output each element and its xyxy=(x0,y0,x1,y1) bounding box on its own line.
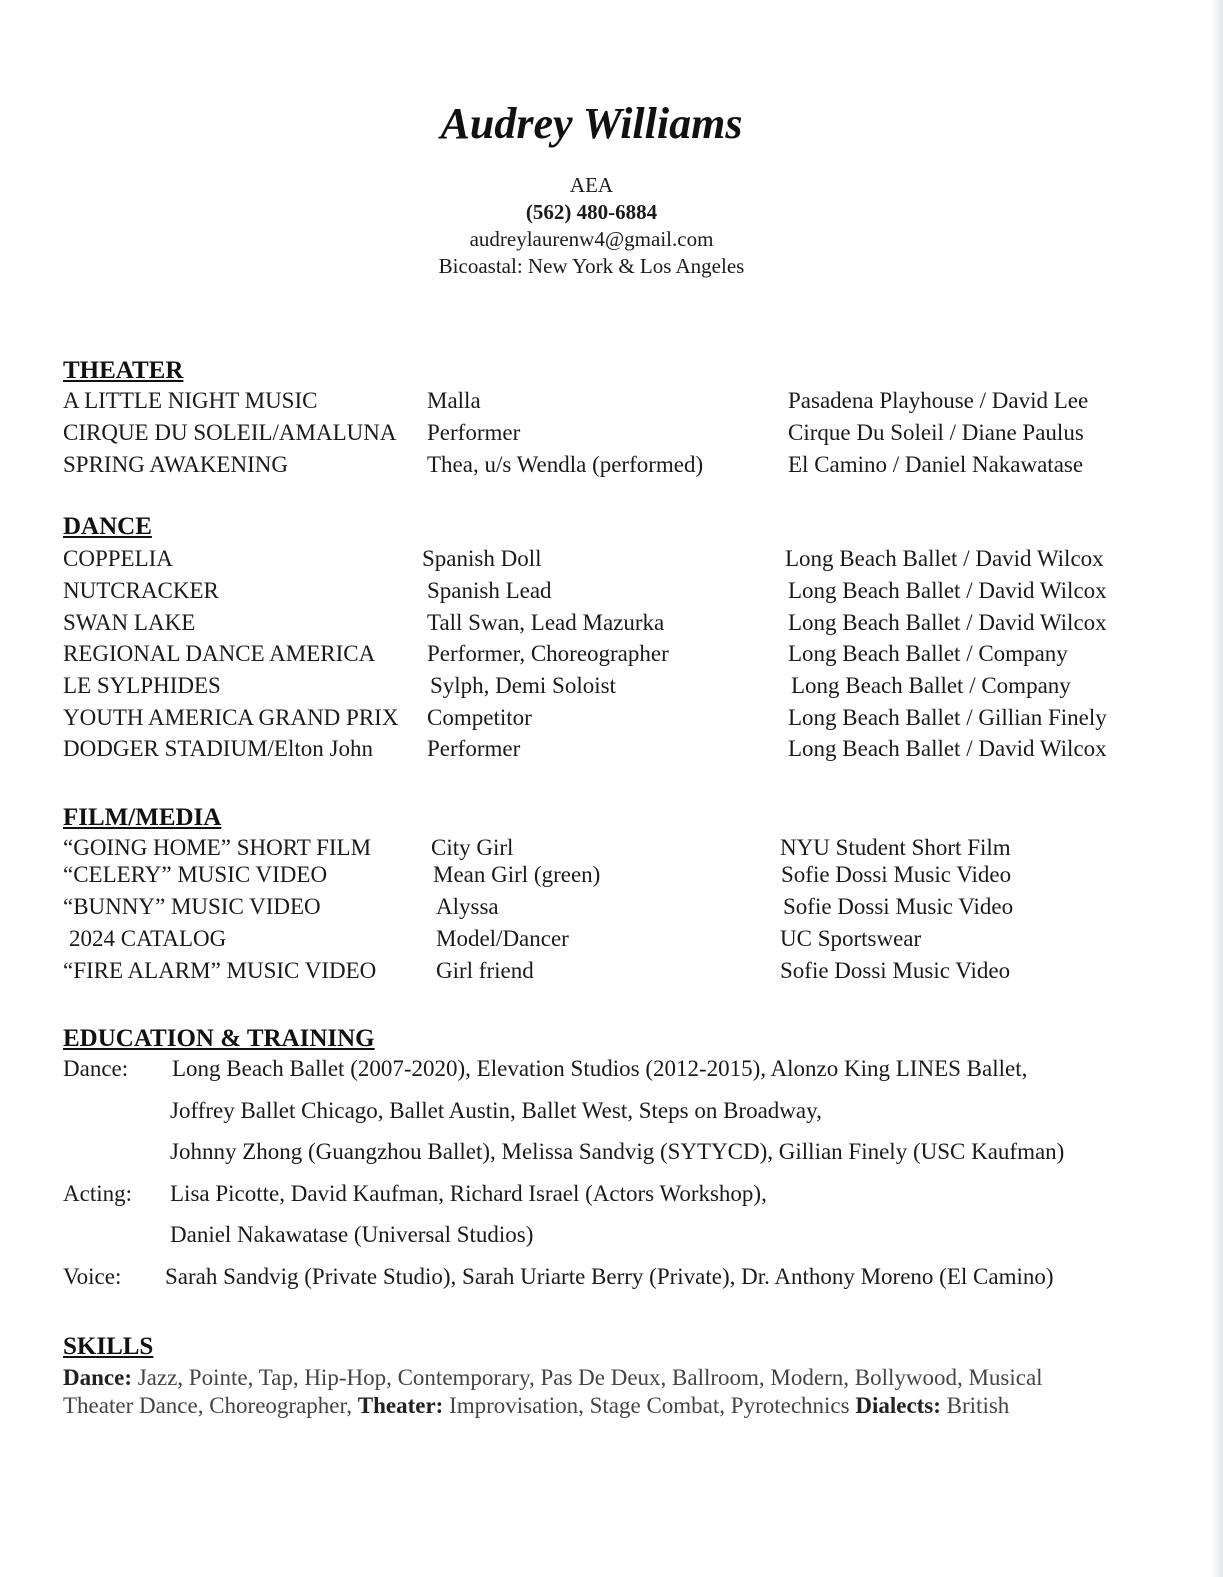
skills-dance-list: Jazz, Pointe, Tap, Hip-Hop, Contemporary, Pas De Deux, Ballroom, Modern, Bollywood, Musical Theater Dance, Choreographer, xyxy=(63,1365,1043,1418)
credit-role: Performer xyxy=(427,736,521,761)
credit-role: Alyssa xyxy=(436,894,499,919)
location: Bicoastal: New York & Los Angeles xyxy=(438,254,745,278)
skills-theater-label: Theater: xyxy=(357,1393,444,1418)
film-media-heading: FILM/MEDIA xyxy=(63,804,222,831)
page-edge-shadow xyxy=(1211,0,1223,1577)
credit-company: Pasadena Playhouse / David Lee xyxy=(788,388,1089,413)
credit-role: Spanish Lead xyxy=(427,578,552,603)
credit-role: Tall Swan, Lead Mazurka xyxy=(427,610,665,635)
credit-row xyxy=(0,894,1183,926)
credit-row xyxy=(0,958,1183,990)
credit-row xyxy=(0,388,1183,420)
credit-role: Competitor xyxy=(427,705,532,730)
credit-production: “CELERY” MUSIC VIDEO xyxy=(63,862,328,887)
education-dance-line: Johnny Zhong (Guangzhou Ballet), Melissa Sandvig (SYTYCD), Gillian Finely (USC Kaufman) xyxy=(170,1139,1065,1164)
credit-company: Long Beach Ballet / Company xyxy=(791,673,1071,698)
skills-dance-label: Dance: xyxy=(63,1365,132,1390)
credit-company: Long Beach Ballet / David Wilcox xyxy=(788,578,1107,603)
credit-role: Performer xyxy=(427,420,521,445)
credit-production: “GOING HOME” SHORT FILM xyxy=(63,835,372,860)
credit-company: Sofie Dossi Music Video xyxy=(781,862,1012,887)
education-voice-label: Voice: xyxy=(63,1264,122,1289)
credit-production: 2024 CATALOG xyxy=(69,926,227,951)
education-dance-line: Joffrey Ballet Chicago, Ballet Austin, Ballet West, Steps on Broadway, xyxy=(170,1098,822,1123)
education-dance-label: Dance: xyxy=(63,1056,129,1081)
education-acting-line: Daniel Nakawatase (Universal Studios) xyxy=(170,1222,534,1247)
skills-theater-list: Improvisation, Stage Combat, Pyrotechnics xyxy=(443,1393,856,1418)
education-voice-line: Sarah Sandvig (Private Studio), Sarah Uriarte Berry (Private), Dr. Anthony Moreno (El Camino) xyxy=(165,1264,1054,1289)
credit-company: NYU Student Short Film xyxy=(780,835,1011,860)
education-heading: EDUCATION & TRAINING xyxy=(63,1025,375,1052)
skills-dialects-list: British xyxy=(940,1393,1010,1418)
credit-row xyxy=(0,641,1183,673)
credit-production: “BUNNY” MUSIC VIDEO xyxy=(63,894,321,919)
credit-production: COPPELIA xyxy=(63,546,173,571)
email-address: audreylaurenw4@gmail.com xyxy=(469,227,714,251)
credit-company: Cirque Du Soleil / Diane Paulus xyxy=(788,420,1084,445)
credit-row xyxy=(0,452,1183,484)
credit-role: Mean Girl (green) xyxy=(433,862,601,887)
phone-number: (562) 480-6884 xyxy=(525,200,658,224)
credit-company: Long Beach Ballet / David Wilcox xyxy=(785,546,1104,571)
credit-role: City Girl xyxy=(431,835,514,860)
credit-role: Model/Dancer xyxy=(436,926,569,951)
credit-production: DODGER STADIUM/Elton John xyxy=(63,736,373,761)
credit-role: Sylph, Demi Soloist xyxy=(430,673,616,698)
credit-role: Thea, u/s Wendla (performed) xyxy=(427,452,704,477)
education-acting-label: Acting: xyxy=(63,1181,132,1206)
credit-production: A LITTLE NIGHT MUSIC xyxy=(63,388,318,413)
credit-company: Sofie Dossi Music Video xyxy=(780,958,1011,983)
contact-block xyxy=(0,172,1183,280)
credit-row xyxy=(0,420,1183,452)
credit-company: Sofie Dossi Music Video xyxy=(783,894,1014,919)
credit-company: Long Beach Ballet / David Wilcox xyxy=(788,736,1107,761)
skills-dialects-label: Dialects: xyxy=(855,1393,941,1418)
credit-row xyxy=(0,578,1183,610)
credit-company: Long Beach Ballet / David Wilcox xyxy=(788,610,1107,635)
credit-production: YOUTH AMERICA GRAND PRIX xyxy=(63,705,399,730)
credit-row xyxy=(0,705,1183,737)
credit-company: Long Beach Ballet / Company xyxy=(788,641,1068,666)
credit-production: NUTCRACKER xyxy=(63,578,219,603)
skills-text xyxy=(63,1364,1113,1420)
education-acting-line: Lisa Picotte, David Kaufman, Richard Israel (Actors Workshop), xyxy=(170,1181,767,1206)
credit-role: Performer, Choreographer xyxy=(427,641,669,666)
theater-heading: THEATER xyxy=(63,357,184,384)
performer-name: Audrey Williams xyxy=(440,99,743,148)
credit-row xyxy=(0,610,1183,642)
credit-company: UC Sportswear xyxy=(780,926,922,951)
credit-production: LE SYLPHIDES xyxy=(63,673,221,698)
union-affiliation: AEA xyxy=(569,173,614,197)
credit-production: SWAN LAKE xyxy=(63,610,196,635)
credit-role: Girl friend xyxy=(436,958,534,983)
credit-company: Long Beach Ballet / Gillian Finely xyxy=(788,705,1107,730)
credit-row xyxy=(0,926,1183,958)
credit-production: SPRING AWAKENING xyxy=(63,452,288,477)
credit-production: “FIRE ALARM” MUSIC VIDEO xyxy=(63,958,377,983)
credit-production: CIRQUE DU SOLEIL/AMALUNA xyxy=(63,420,397,445)
credit-row xyxy=(0,673,1183,705)
credit-production: REGIONAL DANCE AMERICA xyxy=(63,641,376,666)
skills-heading: SKILLS xyxy=(63,1333,154,1360)
dance-heading: DANCE xyxy=(63,513,152,540)
credit-role: Spanish Doll xyxy=(422,546,542,571)
education-dance-line: Long Beach Ballet (2007-2020), Elevation Studios (2012-2015), Alonzo King LINES Ballet, xyxy=(172,1056,1028,1081)
credit-role: Malla xyxy=(427,388,481,413)
credit-row xyxy=(0,862,1183,894)
credit-row xyxy=(0,546,1183,578)
credit-row xyxy=(0,736,1183,768)
credit-company: El Camino / Daniel Nakawatase xyxy=(788,452,1084,477)
